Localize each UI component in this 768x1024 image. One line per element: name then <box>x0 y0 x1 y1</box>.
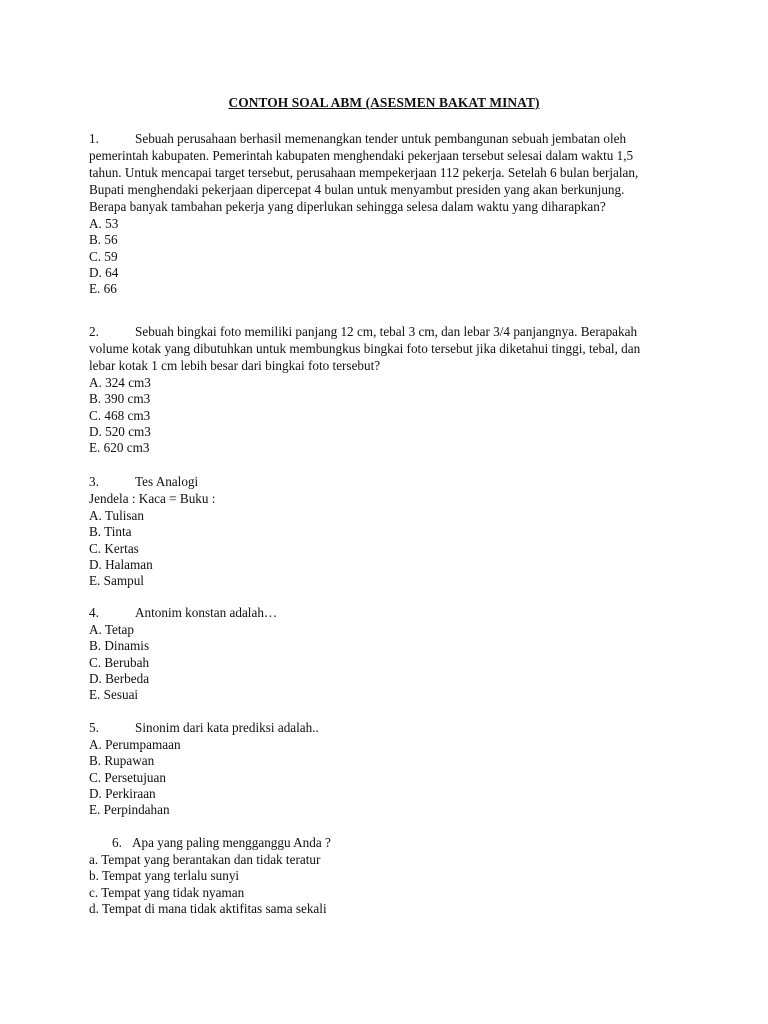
answer-option: D. Berbeda <box>89 670 150 686</box>
question-3-line-1 <box>89 473 689 490</box>
answer-option: a. Tempat yang berantakan dan tidak teratur <box>89 852 321 867</box>
answer-option: C. Kertas <box>89 540 139 556</box>
answer-option: E. Sampul <box>89 573 144 589</box>
answer-option: C. Berubah <box>89 654 150 670</box>
answer-option: D. 64 <box>89 264 119 280</box>
answer-option: B. Rupawan <box>89 753 155 769</box>
answer-option: A. Tetap <box>89 622 134 637</box>
answer-option: C. Persetujuan <box>89 769 166 785</box>
question-text: tahun. Untuk mencapai target tersebut, perusahaan mempekerjaan 112 pekerja. Setelah 6 bulan berjalan, <box>89 165 639 180</box>
question-text: pemerintah kabupaten. Pemerintah kabupaten menghendaki pekerjaan tersebut selesai dalam waktu 1,5 <box>89 148 634 163</box>
question-number: 5. <box>89 720 99 735</box>
answer-option: D. Halaman <box>89 556 153 572</box>
answer-option: D. 520 cm3 <box>89 423 151 439</box>
question-text: volume kotak yang dibutuhkan untuk membungkus bingkai foto tersebut jika diketahui tinggi, tebal, dan <box>89 341 641 356</box>
answer-option: b. Tempat yang terlalu sunyi <box>89 868 240 884</box>
question-1 <box>89 130 689 296</box>
question-5 <box>89 719 689 817</box>
document-title: CONTOH SOAL ABM (ASESMEN BAKAT MINAT) <box>228 95 540 110</box>
answer-option: C. 59 <box>89 248 118 264</box>
answer-option: A. 53 <box>89 216 119 231</box>
question-6 <box>89 834 689 916</box>
question-number: 1. <box>89 131 99 146</box>
question-number: 3. <box>89 474 99 489</box>
question-number: 6. <box>112 835 122 850</box>
question-number: 4. <box>89 605 99 620</box>
answer-option: B. 56 <box>89 232 118 248</box>
question-2-line-1 <box>89 323 689 340</box>
question-1-line-1 <box>89 130 689 147</box>
answer-option: E. 66 <box>89 281 117 297</box>
question-number: 2. <box>89 324 99 339</box>
question-text: lebar kotak 1 cm lebih besar dari bingkai foto tersebut? <box>89 358 381 373</box>
answer-option: A. Perumpamaan <box>89 737 181 752</box>
answer-option: E. 620 cm3 <box>89 440 150 456</box>
answer-option: A. 324 cm3 <box>89 375 151 390</box>
answer-option: c. Tempat yang tidak nyaman <box>89 884 245 900</box>
question-text: Tes Analogi <box>135 474 199 489</box>
answer-option: B. 390 cm3 <box>89 391 151 407</box>
answer-option: E. Perpindahan <box>89 802 170 818</box>
question-3 <box>89 473 689 588</box>
question-2 <box>89 323 689 455</box>
question-text: Sinonim dari kata prediksi adalah.. <box>135 720 319 735</box>
question-text: Antonim konstan adalah… <box>135 605 278 620</box>
question-text: Berapa banyak tambahan pekerja yang diperlukan sehingga selesa dalam waktu yang diharapkan? <box>89 199 606 214</box>
question-6-line-1 <box>89 834 689 851</box>
answer-option: B. Tinta <box>89 524 132 540</box>
answer-option: A. Tulisan <box>89 508 144 523</box>
question-5-line-1 <box>89 719 689 736</box>
answer-option: B. Dinamis <box>89 638 150 654</box>
answer-option: E. Sesuai <box>89 687 139 703</box>
question-text: Bupati menghendaki pekerjaan dipercepat 4 bulan untuk menyambut presiden yang akan berkunjung. <box>89 182 625 197</box>
question-text: Sebuah bingkai foto memiliki panjang 12 cm, tebal 3 cm, dan lebar 3/4 panjangnya. Berapakah <box>135 324 638 339</box>
question-text: Apa yang paling mengganggu Anda ? <box>132 835 331 850</box>
answer-option: d. Tempat di mana tidak aktifitas sama sekali <box>89 900 327 916</box>
answer-option: D. Perkiraan <box>89 785 156 801</box>
question-text: Sebuah perusahaan berhasil memenangkan tender untuk pembangunan sebuah jembatan oleh <box>135 131 627 146</box>
answer-option: C. 468 cm3 <box>89 407 151 423</box>
question-4 <box>89 604 689 702</box>
question-4-line-1 <box>89 604 689 621</box>
question-text: Jendela : Kaca = Buku : <box>89 491 216 506</box>
